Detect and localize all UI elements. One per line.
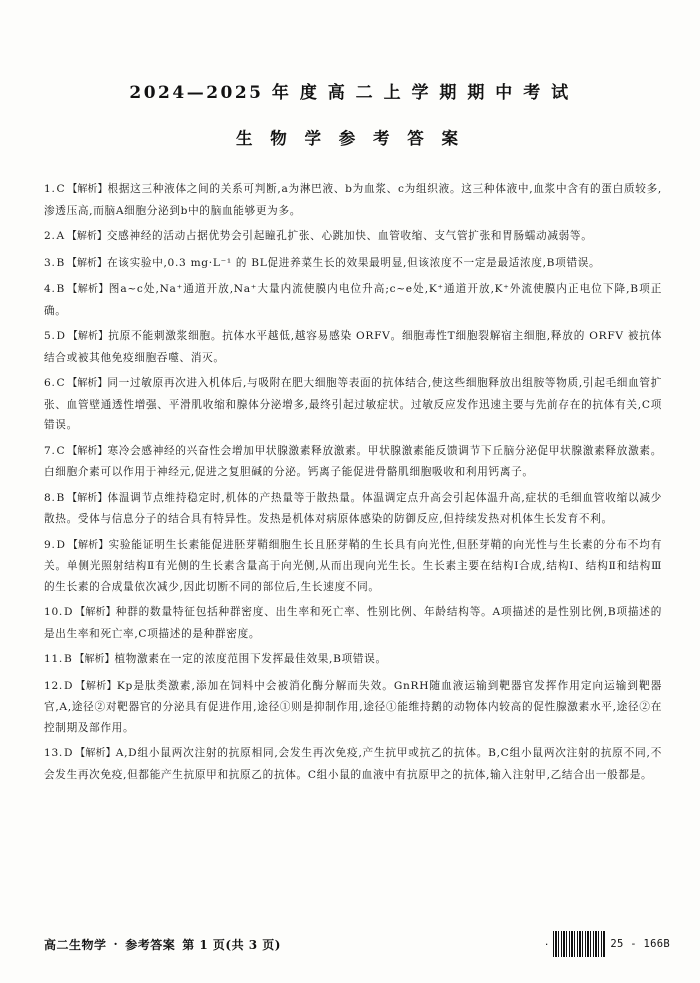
analysis-tag: 【解析】 — [67, 539, 109, 551]
answer-choice: B — [63, 653, 73, 665]
footer-page-number: 第 1 页(共 3 页) — [182, 937, 281, 952]
analysis-tag: 【解析】 — [75, 748, 116, 759]
answer-choice: B — [56, 283, 66, 295]
analysis-tag: 【解析】 — [67, 331, 109, 342]
analysis-tag: 【解析】 — [67, 378, 108, 389]
list-item — [44, 743, 662, 785]
question-number: 7. — [44, 444, 56, 457]
footer-separator: · — [113, 937, 119, 951]
analysis-text: 实验能证明生长素能促进胚芽鞘细胞生长且胚芽鞘的生长具有向光性,但胚芽鞘的向光性与生长素的分布不均有关。单侧光照射结构Ⅱ有光侧的生长素含量高于向光侧,从而出现向光生长。生长素主要在结构Ⅰ合成,结构Ⅰ、结构Ⅱ和结构Ⅲ的生长素的合成量依次减少,因此切断不同的部位后,生长速度不同。 — [44, 538, 662, 593]
answers-list — [0, 179, 700, 785]
analysis-text: 体温调节点维持稳定时,机体的产热量等于散热量。体温调定点升高会引起体温升高,症状的毛细血管收缩以减少散热。受体与信息分子的结合具有特异性。发热是机体对病原体感染的防御反应,但持续发热对机体生长发育不利。 — [44, 491, 663, 525]
answer-choice: C — [56, 183, 66, 195]
question-number: 11. — [44, 653, 63, 665]
footer-bullet: · — [544, 937, 549, 951]
page-footer — [0, 931, 700, 957]
list-item — [44, 179, 662, 221]
question-number: 5. — [44, 330, 56, 342]
list-item — [44, 488, 662, 530]
analysis-text: 同一过敏原再次进入机体后,与吸附在肥大细胞等表面的抗体结合,使这些细胞释放出组胺等物质,引起毛细血管扩张、血管壁通透性增强、平滑肌收缩和腺体分泌增多,最终引起过敏症状。过敏反应发作迅速主要与先前存在的抗体有关,C项错误。 — [44, 377, 662, 431]
analysis-text: Kp是肽类激素,添加在饲料中会被消化酶分解而失效。GnRH随血液运输到靶器官发挥作用定向运输到靶器官,A,途径②对靶器官的分泌具有促进作用,途径①则是抑制作用,途径①能维持鹅的动物体内较高的促性腺激素水平,途径②在控制期及部作用。 — [44, 679, 662, 734]
analysis-tag: 【解析】 — [67, 284, 109, 295]
question-number: 9. — [44, 538, 56, 551]
analysis-text: 根据这三种液体之间的关系可判断,a为淋巴液、b为血浆、c为组织液。这三种体液中,血浆中含有的蛋白质较多,渗透压高,而脑A细胞分泌到b中的脑血能够更为多。 — [44, 183, 663, 217]
list-item — [44, 535, 662, 598]
analysis-tag: 【解析】 — [67, 257, 108, 269]
list-item — [44, 373, 662, 436]
question-number: 13. — [44, 747, 63, 759]
analysis-tag: 【解析】 — [67, 492, 108, 504]
answer-choice: D — [56, 330, 66, 342]
question-number: 2. — [44, 230, 56, 242]
question-number: 10. — [44, 606, 63, 618]
analysis-tag: 【解析】 — [67, 184, 108, 195]
analysis-text: 种群的数量特征包括种群密度、出生率和死亡率、性别比例、年龄结构等。A项描述的是性别比例,B项描述的是出生率和死亡率,C项描述的是种群密度。 — [44, 606, 662, 640]
question-number: 1. — [44, 183, 56, 195]
analysis-text: 抗原不能刺激浆细胞。抗体水平越低,越容易感染 ORFV。细胞毒性T细胞裂解宿主细胞,释放的 ORFV 被抗体结合或被其他免疫细胞吞噬、消灭。 — [44, 330, 663, 364]
footer-subject: 高二生物学 — [44, 937, 107, 952]
analysis-text: 植物激素在一定的浓度范围下发挥最佳效果,B项错误。 — [114, 653, 387, 665]
list-item — [44, 441, 662, 483]
answer-choice: D — [63, 679, 74, 692]
answer-choice: D — [63, 606, 74, 618]
analysis-text: 图a~c处,Na⁺通道开放,Na⁺大量内流使膜内电位升高;c~e处,K⁺通道开放,K⁺外流使膜内正电位下降,B项正确。 — [44, 283, 662, 317]
question-number: 6. — [44, 377, 56, 389]
answer-choice: C — [56, 377, 66, 389]
list-item — [44, 649, 662, 671]
list-item — [44, 602, 662, 644]
answer-choice: B — [56, 256, 66, 269]
answer-choice: A — [56, 230, 65, 242]
analysis-text: 在该实验中,0.3 mg·L⁻¹ 的 BL促进养菜生长的效果最明显,但该浓度不一定是最适浓度,B项错误。 — [107, 256, 601, 269]
question-number: 3. — [44, 256, 56, 269]
answer-choice: B — [56, 491, 66, 504]
question-number: 8. — [44, 491, 56, 504]
footer-paper-code: 25 - 166B — [610, 938, 670, 950]
question-number: 4. — [44, 283, 56, 295]
list-item — [44, 326, 662, 368]
analysis-tag: 【解析】 — [75, 680, 117, 692]
barcode-icon — [553, 931, 605, 957]
analysis-tag: 【解析】 — [66, 231, 107, 242]
answer-choice: C — [56, 444, 66, 457]
question-number: 12. — [44, 679, 63, 692]
footer-answerkey: 参考答案 — [125, 937, 176, 952]
list-item — [44, 676, 662, 739]
analysis-text: 寒冷会感神经的兴奋性会增加甲状腺激素释放激素。甲状腺激素能反馈调节下丘脑分泌促甲状腺激素释放激素。白细胞介素可以作用于神经元,促进之复胆碱的分泌。钙离子能促进骨骼肌细胞吸收和利用钙离子。 — [44, 444, 663, 478]
page-subtitle: 生 物 学 参 考 答 案 — [236, 129, 464, 148]
list-item — [44, 253, 662, 275]
analysis-text: A,D组小鼠两次注射的抗原相同,会发生再次免疫,产生抗甲或抗乙的抗体。B,C组小鼠两次注射的抗原不同,不会发生再次免疫,但都能产生抗原甲和抗原乙的抗体。C组小鼠的血液中有抗原甲之的抗体,输入注射甲,乙结合出一般都是。 — [44, 747, 663, 781]
analysis-tag: 【解析】 — [74, 654, 115, 665]
answer-choice: D — [56, 538, 66, 551]
list-item — [44, 226, 662, 248]
analysis-text: 交感神经的活动占据优势会引起瞳孔扩张、心跳加快、血管收缩、支气管扩张和胃肠蠕动减弱等。 — [106, 230, 593, 242]
list-item — [44, 279, 662, 321]
answer-choice: D — [63, 747, 74, 759]
page-title: 2024—2025 年 度 高 二 上 学 期 期 中 考 试 — [129, 83, 571, 103]
analysis-tag: 【解析】 — [67, 445, 108, 457]
analysis-tag: 【解析】 — [75, 607, 116, 618]
